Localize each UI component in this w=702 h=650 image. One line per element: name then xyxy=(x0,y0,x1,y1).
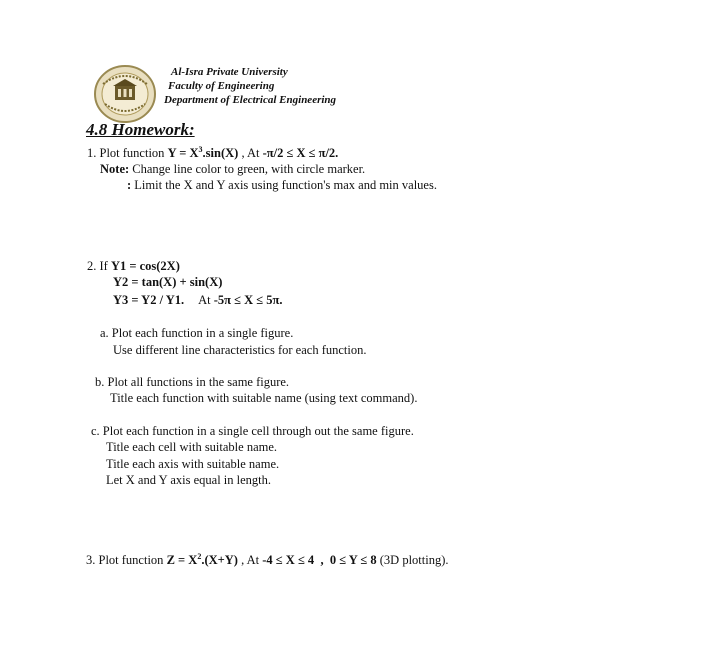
q3-range-lead: , At xyxy=(237,553,263,567)
homework-title: 4.8 Homework: xyxy=(86,120,195,139)
q1-note2-label: : xyxy=(127,178,132,192)
q2-c-2: Title each cell with suitable name. xyxy=(106,440,278,454)
q2-a-1: a. Plot each function in a single figure. xyxy=(100,326,294,340)
q1-function: $Y = X^3.\sin(X)$ xyxy=(167,145,239,160)
q1-lead: 1. Plot function xyxy=(87,146,168,160)
q2-range-lead: At xyxy=(198,293,214,307)
question-2 xyxy=(87,258,180,274)
q2-b-1: b. Plot all functions in the same figure. xyxy=(95,375,290,389)
q2-b-2: Title each function with suitable name (using text command). xyxy=(110,391,418,405)
q3-range-x: -4 ≤ X ≤ 4 xyxy=(262,553,315,567)
q2-c-3: Title each axis with suitable name. xyxy=(106,457,280,471)
q1-note-label: Note: xyxy=(100,162,130,176)
q2-y2: Y2 = tan(X) + sin(X) xyxy=(113,275,223,289)
q2-c-4: Let X and Y axis equal in length. xyxy=(106,473,272,487)
q2-y3: Y3 = Y2 / Y1. xyxy=(113,293,185,307)
q3-tail: (3D plotting). xyxy=(376,553,449,567)
q3-separator: , xyxy=(314,553,330,567)
department-name: Department of Electrical Engineering xyxy=(164,94,337,106)
q2-y3-line xyxy=(113,292,282,308)
q2-y1: Y1 = cos(2X) xyxy=(110,259,180,273)
q2-c-1: c. Plot each function in a single cell through out the same figure. xyxy=(91,424,414,438)
q3-function: $Z = X^2.(X+Y)$ xyxy=(166,552,238,567)
q1-note2-text: Limit the X and Y axis using function's max and min values. xyxy=(131,178,437,192)
question-3 xyxy=(86,552,449,568)
q1-note xyxy=(100,161,365,177)
q2-a-2: Use different line characteristics for each function. xyxy=(113,343,367,357)
q1-note-text: Change line color to green, with circle marker. xyxy=(129,162,366,176)
q1-range-lead: , At xyxy=(238,146,263,160)
university-name: Al-Isra Private University xyxy=(171,66,288,78)
q3-range-y: 0 ≤ Y ≤ 8 xyxy=(329,553,377,567)
q1-note-2 xyxy=(127,177,437,193)
question-1 xyxy=(87,145,338,161)
q3-lead: 3. Plot function xyxy=(86,553,167,567)
q2-lead: 2. If xyxy=(87,259,111,273)
university-seal-icon xyxy=(93,64,157,124)
q2-range: -5π ≤ X ≤ 5π. xyxy=(213,293,283,307)
faculty-name: Faculty of Engineering xyxy=(168,80,275,92)
q1-range: -π/2 ≤ X ≤ π/2. xyxy=(262,146,339,160)
